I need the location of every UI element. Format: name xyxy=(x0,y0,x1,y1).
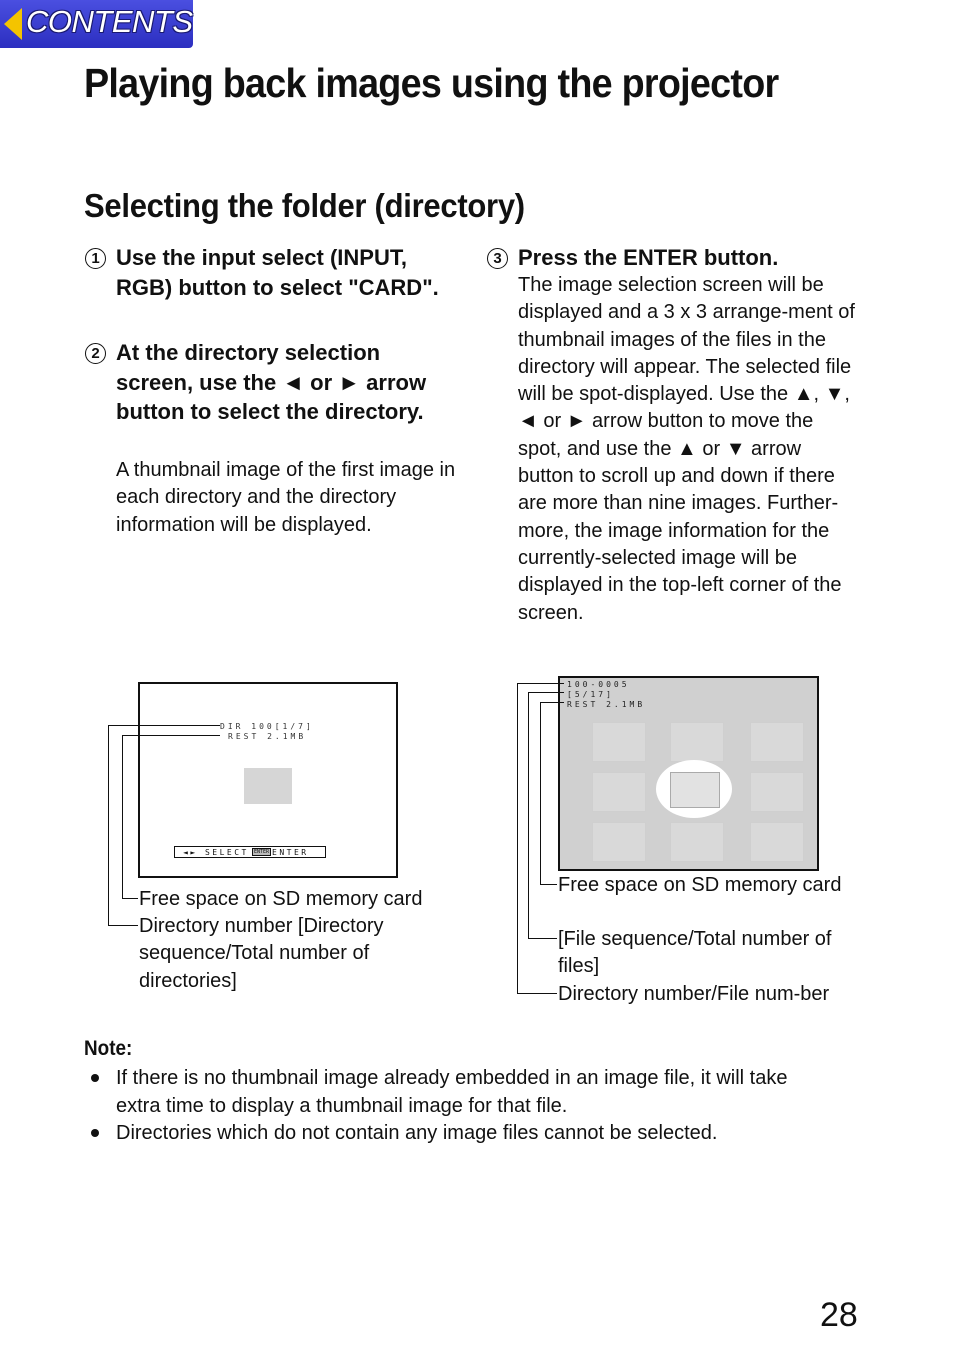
bullet-icon xyxy=(91,1129,99,1137)
screen-directory-info: DIR 100[1/7] xyxy=(220,722,314,731)
note-title: Note: xyxy=(84,1037,133,1060)
thumbnail xyxy=(750,772,804,812)
callout-line xyxy=(122,735,123,899)
step-1-number: 1 xyxy=(85,248,106,269)
contents-label: CONTENTS xyxy=(26,4,193,39)
step-3-body: The image selection screen will be displayed and a 3 x 3 arrange-ment of thumbnail images of the files in the directory will appear. The selected file will be spot-displayed. Use the ▲, ▼, ◄ or ► arrow button to move the spot, and use the ▲ or ▼ arrow button to scroll up and down if there are more than nine images. Further-more, the image information for the currently-selected image will be displayed in the top-left corner of the screen. xyxy=(518,274,855,624)
contents-button[interactable] xyxy=(0,0,193,48)
callout-line xyxy=(528,692,564,693)
callout-line xyxy=(517,683,564,684)
enter-label: ENTER xyxy=(272,848,309,857)
screen-free-space: REST 2.1MB xyxy=(567,700,646,709)
callout-line xyxy=(108,725,109,926)
page-title: Playing back images using the projector xyxy=(84,60,779,106)
callout-line xyxy=(517,993,557,994)
bullet-icon xyxy=(91,1074,99,1082)
callout-line xyxy=(517,683,518,994)
page-number: 28 xyxy=(820,1296,858,1334)
callout-directory-file-number: Directory number/File num-ber xyxy=(558,983,830,1005)
step-2-heading: At the directory selection screen, use the ◄ or ► arrow button to select the directory. xyxy=(116,340,427,424)
select-label: ◄► SELECT xyxy=(183,848,249,857)
thumbnail xyxy=(592,722,646,762)
callout-free-space: Free space on SD memory card xyxy=(558,874,842,896)
callout-line xyxy=(108,725,220,726)
screen-free-space: REST 2.1MB xyxy=(228,732,307,741)
callout-line xyxy=(122,898,138,899)
callout-file-sequence: [File sequence/Total number of files] xyxy=(558,928,832,978)
callout-line xyxy=(540,884,557,885)
callout-free-space: Free space on SD memory card xyxy=(139,888,423,910)
directory-screen-figure xyxy=(138,682,398,878)
image-selection-screen-figure xyxy=(558,676,819,871)
thumbnail xyxy=(592,822,646,862)
thumbnail xyxy=(670,722,724,762)
callout-line xyxy=(528,692,529,939)
callout-line xyxy=(122,735,220,736)
screen-file-number: 100-0005 xyxy=(567,680,630,689)
step-1-heading: Use the input select (INPUT, RGB) button to select "CARD". xyxy=(116,245,439,300)
thumbnail xyxy=(750,822,804,862)
thumbnail xyxy=(670,822,724,862)
callout-directory-number: Directory number [Directory sequence/Total number of directories] xyxy=(139,915,384,992)
section-title: Selecting the folder (directory) xyxy=(84,187,525,224)
directory-thumbnail xyxy=(244,768,292,804)
select-enter-bar xyxy=(174,846,326,858)
callout-line xyxy=(540,702,564,703)
callout-line xyxy=(528,938,557,939)
selected-thumbnail xyxy=(670,772,720,808)
spotlight-highlight xyxy=(656,760,732,818)
step-2-body: A thumbnail image of the first image in each directory and the directory information will be displayed. xyxy=(116,459,456,536)
step-3-number: 3 xyxy=(487,248,508,269)
back-arrow-icon xyxy=(4,8,22,40)
screen-file-sequence: [5/17] xyxy=(567,690,614,699)
note-item: If there is no thumbnail image already embedded in an image file, it will take extra time to display a thumbnail image for that file. xyxy=(116,1067,788,1117)
thumbnail xyxy=(750,722,804,762)
callout-line xyxy=(108,925,138,926)
note-item: Directories which do not contain any image files cannot be selected. xyxy=(116,1122,718,1144)
thumbnail xyxy=(592,772,646,812)
enter-key-icon: ENTER xyxy=(254,849,270,855)
step-3-heading: Press the ENTER button. xyxy=(518,245,779,270)
step-2-number: 2 xyxy=(85,343,106,364)
callout-line xyxy=(540,702,541,885)
